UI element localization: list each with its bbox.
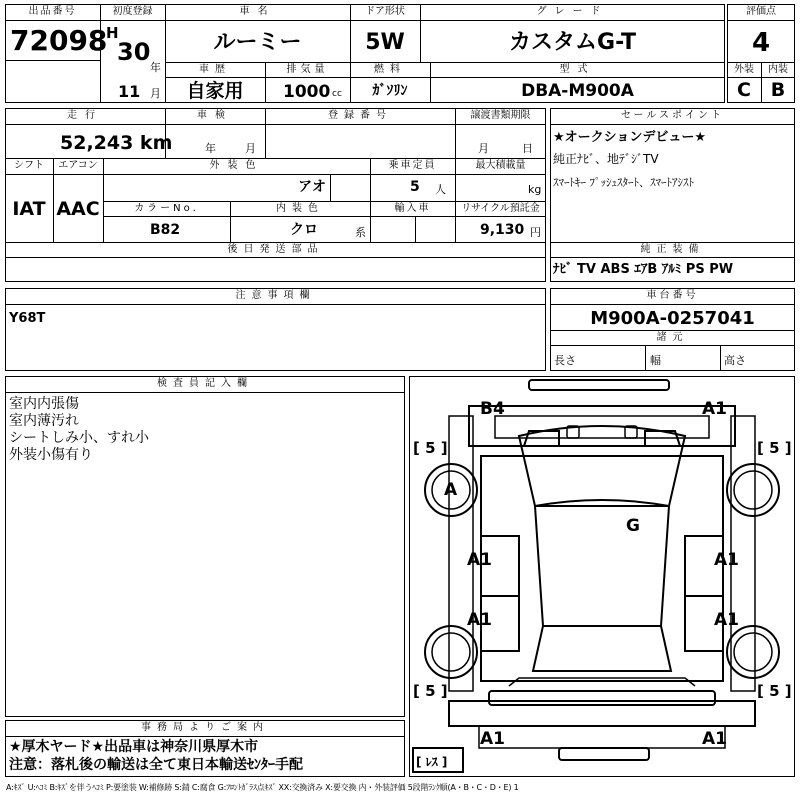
first-reg-label: 初度登録 — [112, 6, 153, 17]
fuel-label: 燃料 — [374, 64, 406, 75]
chassis-label: 車台番号 — [646, 290, 699, 301]
mileage: 52,243 km — [60, 132, 173, 154]
inspector-line-3: シートしみ小、すれ小 — [9, 430, 149, 446]
door-fr-mark: A1 — [714, 550, 739, 570]
chassis-number: M900A-0257041 — [590, 308, 755, 329]
intcolor-label: 内装色 — [276, 203, 324, 214]
sales-line-3: ｽﾏｰﾄｷｰ ﾌﾟｯｼｭｽﾀｰﾄ、ｽﾏｰﾄｱｼｽﾄ — [553, 176, 694, 189]
notes-label: 注意事項欄 — [235, 290, 316, 301]
lot-number: 72098 — [10, 24, 108, 57]
inspection-label: 車検 — [197, 110, 233, 121]
shift-label: シフト — [14, 160, 44, 171]
year-unit: 年 — [150, 61, 161, 74]
tire-fr: [ 5 ] — [757, 439, 792, 457]
colorno-label: カラーNo. — [134, 203, 199, 214]
spec-label: 諸元 — [656, 332, 689, 343]
capacity-unit: 人 — [435, 183, 446, 196]
fuel: ｶﾞｿﾘﾝ — [372, 83, 408, 99]
shift: IAT — [12, 198, 46, 220]
ac-label: エアコン — [58, 160, 98, 171]
door-label: ドア形状 — [365, 6, 405, 17]
transfer-day: 日 — [522, 142, 533, 155]
equipment-items: ﾅﾋﾞ TV ABS ｴｱB ｱﾙﾐ PS PW — [553, 262, 734, 277]
recycle-label: リサイクル預託金 — [461, 203, 540, 214]
grade: カスタムG-T — [509, 30, 636, 55]
displacement-unit: cc — [332, 89, 342, 99]
displacement-label: 排気量 — [286, 64, 329, 75]
spec-height: 高さ — [724, 354, 746, 367]
interior-grade: B — [770, 79, 786, 101]
history-label: 車歴 — [199, 64, 231, 75]
intcolor: クロ — [290, 222, 318, 238]
capacity: 5 — [410, 179, 420, 195]
tire-rr: [ 5 ] — [757, 682, 792, 700]
inspector-line-4: 外装小傷有り — [9, 447, 93, 463]
month-unit: 月 — [150, 87, 161, 100]
tire-fl: [ 5 ] — [413, 439, 448, 457]
front-left-mark: B4 — [480, 399, 505, 419]
door-fl-mark: A1 — [467, 550, 492, 570]
spec-width: 幅 — [650, 354, 661, 367]
office-line-1: ★厚木ヤード★出品車は神奈川県厚木市 — [9, 739, 259, 755]
era: H — [106, 24, 119, 42]
ac: AAC — [56, 198, 100, 220]
wheel-mark: A — [444, 480, 458, 500]
rear-right-mark: A1 — [702, 729, 727, 749]
regno-label: 登録番号 — [328, 110, 392, 121]
door-rl-mark: A1 — [467, 610, 492, 630]
intcolor-unit: 系 — [355, 226, 366, 239]
car-outline — [409, 376, 795, 777]
lot-label: 出品番号 — [28, 6, 77, 17]
color: アオ — [298, 179, 326, 195]
exterior-label: 外装 — [734, 64, 754, 75]
spare-tire: [ ﾚｽ ] — [416, 755, 448, 769]
sales-line-1: ★オークションデビュー★ — [553, 130, 707, 145]
equipment-label: 純正装備 — [640, 244, 705, 255]
color-label: 外装色 — [209, 160, 264, 171]
load-label: 最大積載量 — [475, 160, 526, 171]
inspection-month-unit: 月 — [245, 142, 256, 155]
later-parts-label: 後日発送部品 — [227, 244, 324, 255]
transfer-label: 譲渡書類期限 — [470, 110, 531, 121]
sales-line-2: 純正ﾅﾋﾞ、地ﾃﾞｼﾞTV — [553, 152, 659, 166]
model-label: 型式 — [559, 64, 596, 75]
history: 自家用 — [186, 80, 244, 102]
inspection-year-unit: 年 — [205, 142, 216, 155]
door-type: 5W — [365, 30, 405, 55]
windshield-mark: G — [626, 516, 640, 536]
interior-label: 内装 — [768, 64, 788, 75]
rear-left-mark: A1 — [480, 729, 505, 749]
colorno: B82 — [150, 222, 181, 238]
score-label: 評価点 — [746, 6, 776, 17]
front-right-mark: A1 — [702, 399, 727, 419]
recycle-unit: 円 — [530, 226, 541, 239]
model: DBA-M900A — [521, 81, 634, 101]
office-line-2: 注意：落札後の輸送は全て東日本輸送ｾﾝﾀｰ手配 — [9, 757, 303, 773]
exterior-grade: C — [737, 79, 751, 101]
door-rr-mark: A1 — [714, 610, 739, 630]
legend: A:ｷｽﾞ U:ﾍｺﾐ B:ｷｽﾞを伴うﾍｺﾐ P:要塗装 W:補修跡 S:錆 C:腐食 G:ﾌﾛﾝﾄｶﾞﾗｽ点ｷｽﾞ XX:交換済み X:要交換 内・外装評価 5段階ﾗﾝｸ順(A・B・C・D・E) 1 — [6, 783, 519, 792]
recycle-amount: 9,130 — [480, 222, 525, 238]
mileage-label: 走行 — [67, 110, 103, 121]
load-unit: kg — [528, 183, 542, 196]
office-label: 事務局よりご案内 — [141, 722, 269, 733]
inspector-line-2: 室内薄汚れ — [9, 413, 79, 429]
car-name-label: 車名 — [239, 6, 276, 17]
displacement: 1000 — [283, 82, 331, 102]
notes-text: Y68T — [9, 311, 46, 326]
capacity-label: 乗車定員 — [388, 160, 437, 171]
tire-rl: [ 5 ] — [413, 682, 448, 700]
car-name: ルーミー — [213, 30, 302, 55]
sales-point-label: セールスポイント — [620, 110, 725, 121]
reg-month: 11 — [118, 82, 141, 101]
reg-year: 30 — [117, 38, 151, 66]
inspector-line-1: 室内内張傷 — [9, 396, 79, 412]
score: 4 — [751, 28, 771, 58]
grade-label: グレード — [536, 6, 609, 17]
transfer-month: 月 — [478, 142, 489, 155]
spec-length: 長さ — [554, 354, 576, 367]
inspector-label: 検査員記入欄 — [157, 378, 253, 389]
import-label: 輸入車 — [394, 203, 431, 214]
